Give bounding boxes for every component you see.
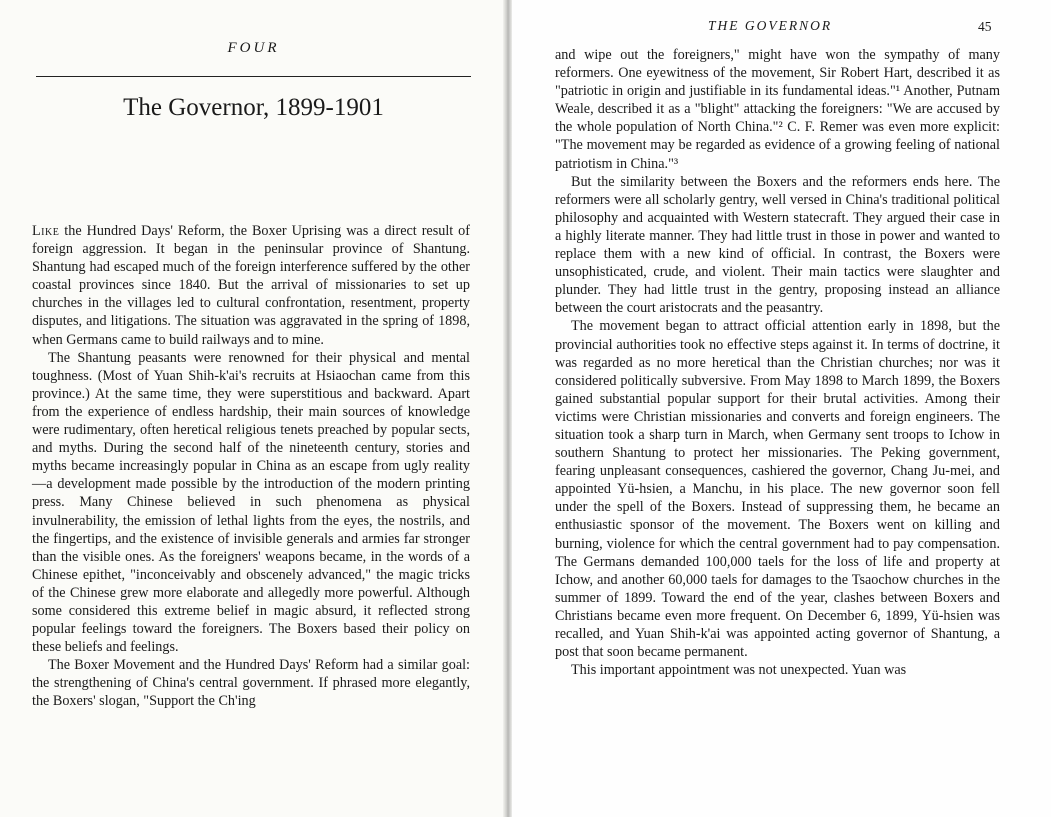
paragraph: and wipe out the foreigners," might have won the sympathy of many reformers. One eyewitness of the movement, Sir Robert Hart, described it as "patriotic in origin and justifiable in its fundamental ideas."¹ Another, Putnam Weale, described it as a "blight" attacking the foreigners: "We are accused by the whole population of North China."² C. F. Remer was even more explicit: "The movement may be regarded as evidence of a growing feeling of national patriotism in China."³ [555, 47, 1000, 172]
paragraph: This important appointment was not unexpected. Yuan was [571, 662, 907, 679]
right-body-text [555, 46, 1000, 679]
paragraph: The movement began to attract official attention early in 1898, but the provincial authorities took no effective steps against it. In terms of doctrine, it was regarded as no more heretical than the Christian churches; nor was it considered politically subversive. From May 1898 to March 1899, the Boxers gained substantial popular support for their brutal activities. Among their victims were Christian missionaries and converts and foreign engineers. The situation took a sharp turn in March, when Germany sent troops to Ichow in southern Shantung to protect her missionaries. The Peking government, fearing unpleasant consequences, cashiered the governor, Chang Ju-mei, and appointed Yü-hsien, a Manchu, in his place. The new governor soon fell under the spell of the Boxers. Instead of suppressing them, he became an enthusiastic sponsor of the movement. The Boxers went on killing and burning, violence for which the central government had to pay compensation. The Germans demanded 100,000 taels for the loss of life and property at Ichow, and another 60,000 taels for damages to the Tsaochow churches in the summer of 1899. Toward the end of the year, clashes between Boxers and Christians became even more frequent. On December 6, 1899, Yü-hsien was recalled, and Yuan Shih-k'ai was appointed acting governor of Shantung, a post that soon became permanent. [555, 318, 1000, 661]
page-header [512, 18, 1051, 38]
paragraph-text: the Hundred Days' Reform, the Boxer Uprising was a direct result of foreign aggression. It began in the peninsular province of Shantung. Shantung had escaped much of the foreign interference suffered by the other coastal provinces since 1840. But the arrival of missionaries to set up churches in the villages led to cultural confrontation, resentment, property disputes, and litigations. The situation was aggravated in the spring of 1898, when Germans came to build railways and to mine. [32, 223, 470, 348]
right-page [512, 0, 1051, 817]
paragraph: The Shantung peasants were renowned for their physical and mental toughness. (Most of Yuan Shih-k'ai's recruits at Hsiaochan came from this province.) At the same time, they were superstitious and backward. Apart from the experience of endless hardship, their main sources of knowledge were rudimentary, often heretical religious tenets preached by popular sects, and myths. During the second half of the nineteenth century, stories and myths became increasingly popular in China as an escape from ugly reality—a development made possible by the introduction of the modern printing press. Many Chinese believed in such phenomena as physical invulnerability, the emission of lethal lights from the eyes, the nostrils, and the fingertips, and the existence of invisible generals and armies far stronger than the visible ones. As the foreigners' weapons became, in the words of a Chinese epithet, "inconceivably and obscenely advanced," the magic tricks of the Chinese grew more elaborate and allegedly more powerful. Although some considered this extreme belief in magic absurd, it reflected strong popular feelings toward the foreigners. The Boxers based their policy on these beliefs and feelings. [32, 349, 470, 656]
left-body-text [32, 222, 470, 711]
paragraph: The Boxer Movement and the Hundred Days' Reform had a similar goal: the strengthening of China's central government. If phrased more elegantly, the Boxers' slogan, "Support the Ch'ing [32, 657, 470, 710]
book-gutter [503, 0, 512, 817]
chapter-title: The Governor, 1899-1901 [123, 94, 384, 121]
paragraph: But the similarity between the Boxers and the reformers ends here. The reformers were all scholarly gentry, well versed in China's traditional political philosophy and acquainted with Western statecraft. They argued their case in a highly literate manner. They had little trust in those in power and wanted to replace them with a new kind of official. In contrast, the Boxers were unsophisticated, crude, and violent. Their main tactics were slaughter and plunder. They had little trust in the gentry, proposing instead an alliance between the court aristocrats and the peasantry. [555, 173, 1000, 317]
page-number: 45 [978, 19, 992, 34]
chapter-number: FOUR [227, 40, 280, 56]
chapter-rule [36, 76, 471, 77]
left-page [0, 0, 503, 817]
running-head: THE GOVERNOR [708, 18, 833, 33]
paragraph [32, 222, 470, 349]
opening-word: Like [32, 223, 60, 239]
